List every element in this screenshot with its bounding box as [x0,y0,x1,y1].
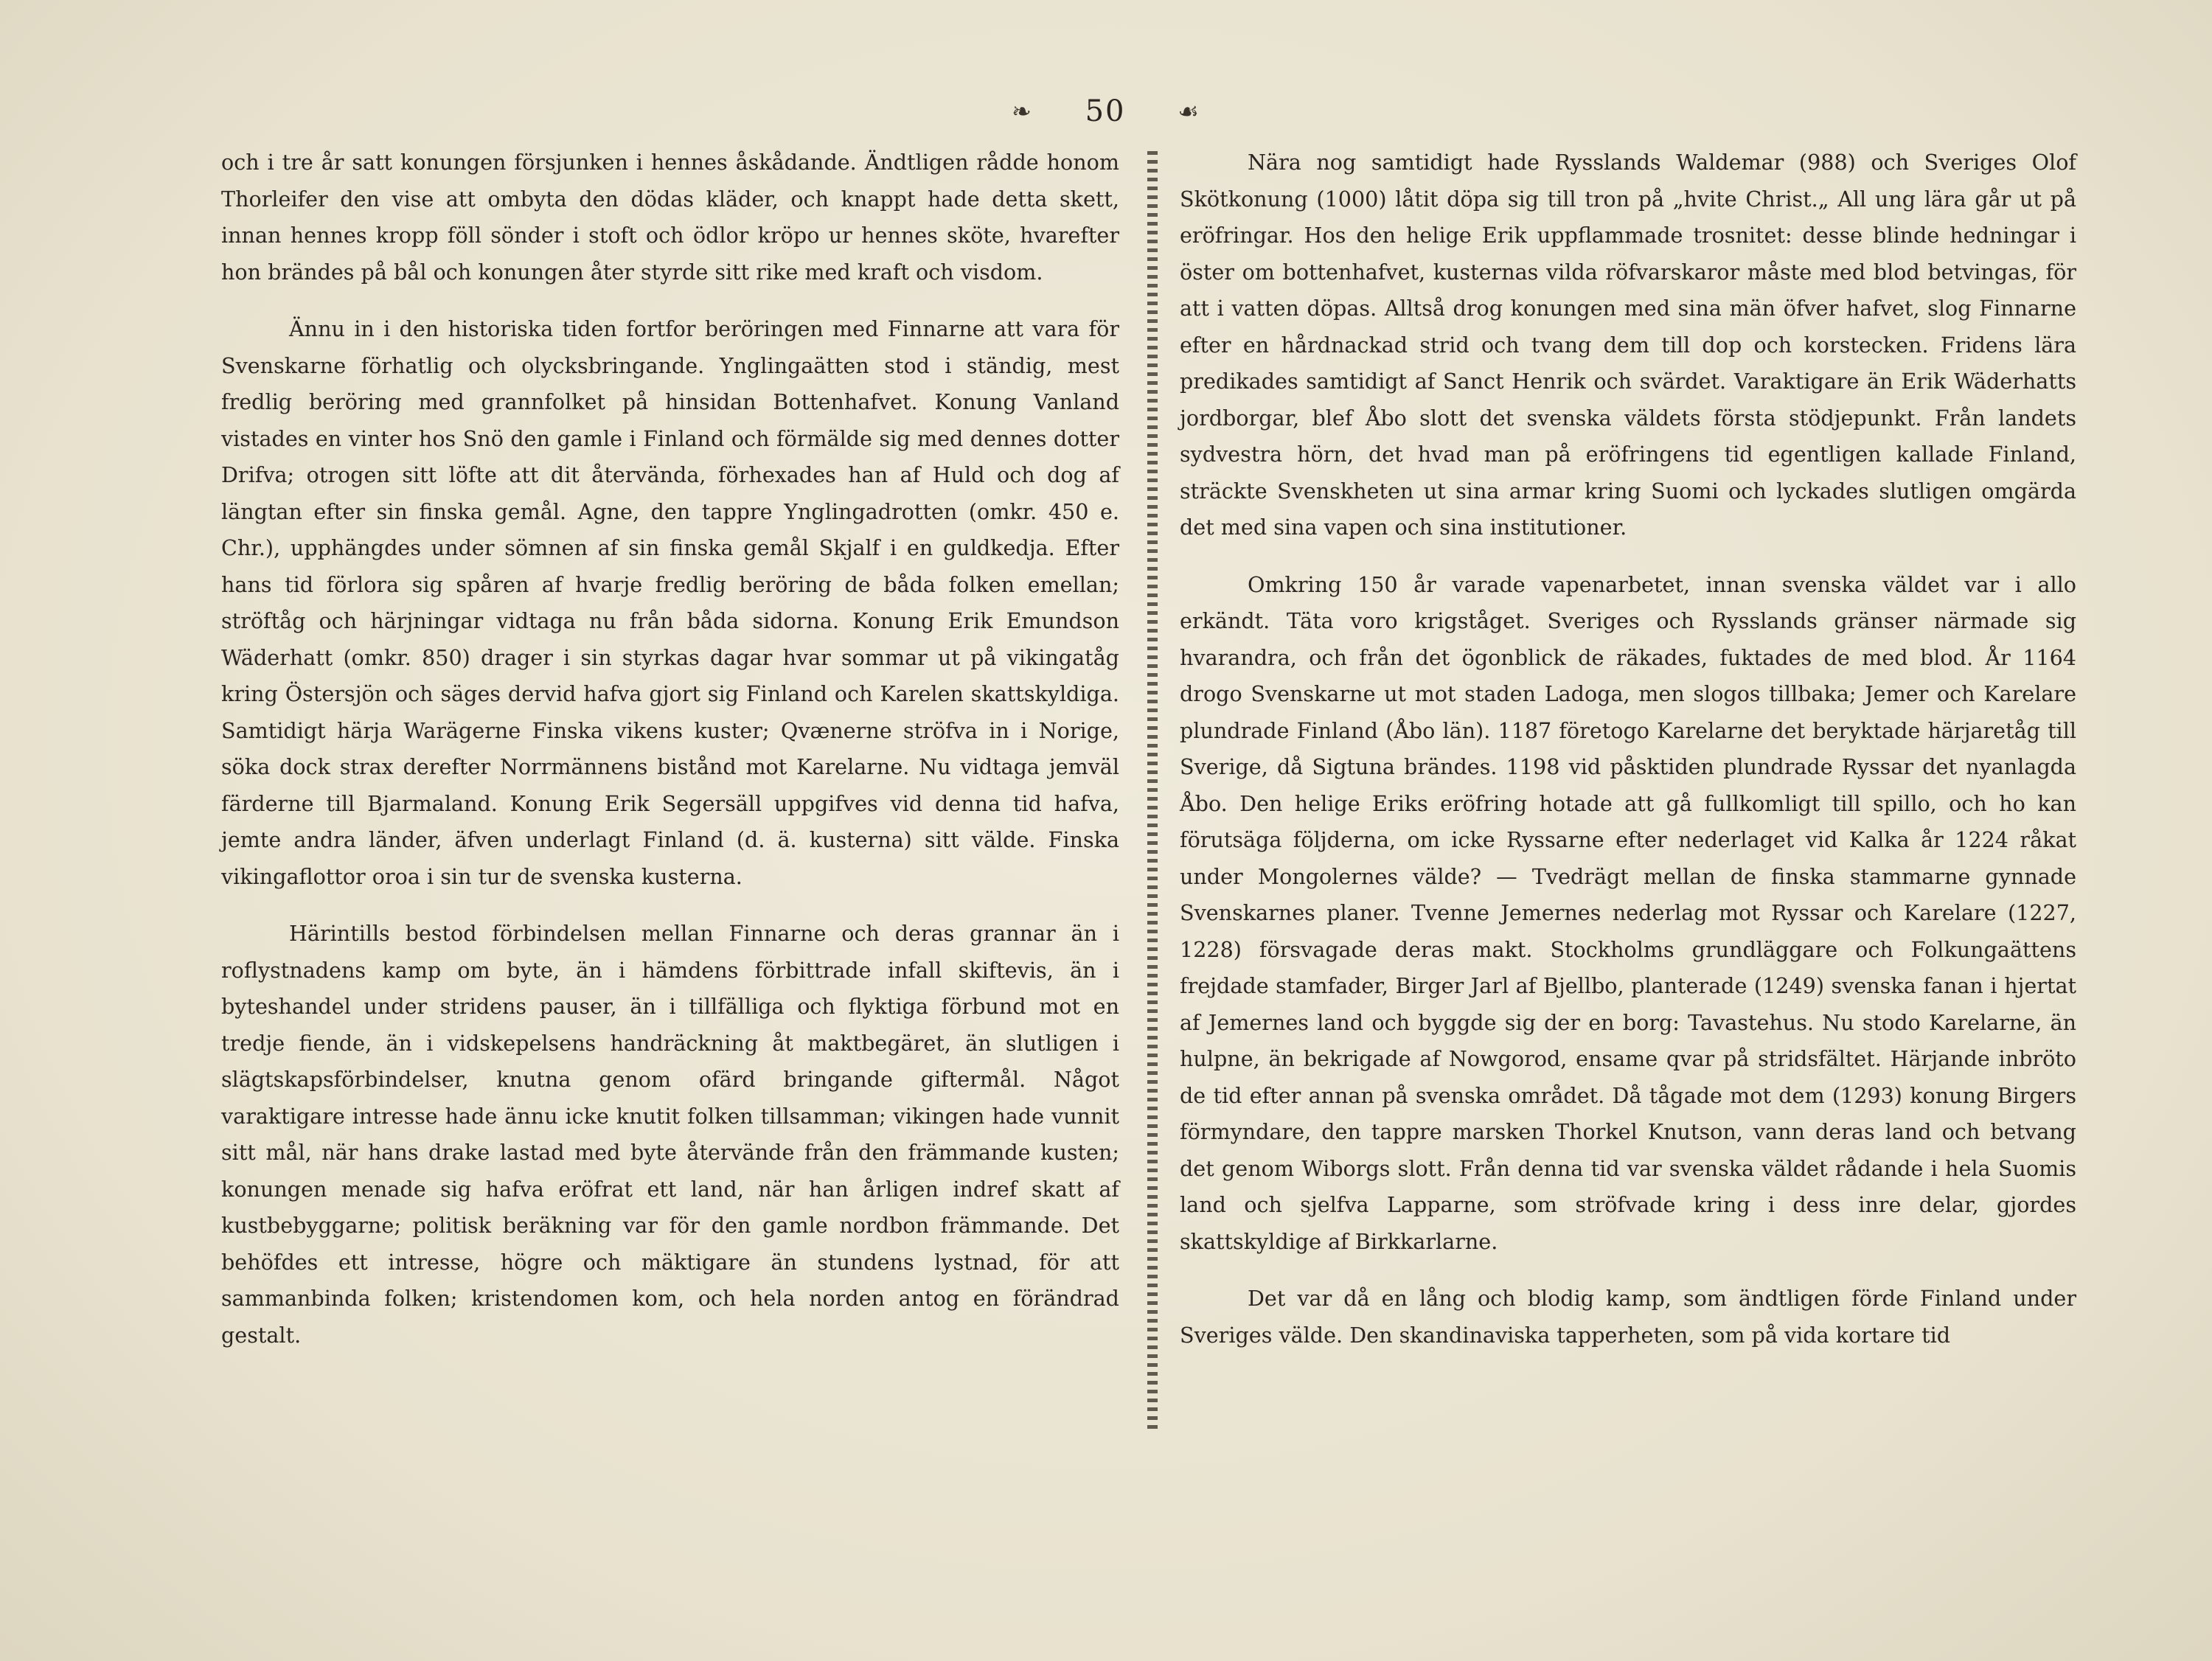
right-ornament-icon: ☙ [1178,97,1200,125]
paragraph: Nära nog samtidigt hade Rysslands Waldemar (988) och Sveriges Olof Skötkonung (1000) låtit döpa sig till tron på „hvite Christ.„ All ung lära går ut på eröfringar. Hos den helige Erik uppflammade trosnitet: desse blinde hedningar i öster om bottenhafvet, kusternas vilda röfvarskaror måste med blod betvingas, för att i vatten döpas. Alltså drog konungen med sina män öfver hafvet, slog Finnarne efter en hårdnackad strid och tvang dem till dop och korstecken. Fridens lära predikades samtidigt af Sanct Henrik och svärdet. Varaktigare än Erik Wäderhatts jordborgar, blef Åbo slott det svenska väldets första stödjepunkt. Från landets sydvestra hörn, det hvad man på eröfringens tid egentligen kallade Finland, sträckte Svenskheten ut sina armar kring Suomi och lyckades slutligen omgärda det med sina vapen och sina institutioner. [1180,150,2076,540]
paragraph: Härintills bestod förbindelsen mellan Finnarne och deras grannar än i roflystnadens kamp om byte, än i hämdens förbittrade infall skiftevis, än i byteshandel under stridens pauser, än i tillfälliga och flyktiga förbund mot en tredje fiende, än i vidskepelsens handräckning åt maktbegäret, än slutligen i slägtskapsförbindelser, knutna genom ofärd bringande giftermål. Något varaktigare intresse hade ännu icke knutit folken tillsamman; vikingen hade vunnit sitt mål, när hans drake lastad med byte återvände från den främmande kusten; konungen menade sig hafva eröfrat ett land, när han årligen indref skatt af kustbebyggarne; politisk beräkning var för den gamle nordbon främmande. Det behöfdes ett intresse, högre och mäktigare än stundens lystnad, för att sammanbinda folken; kristendomen kom, och hela norden antog en förändrad gestalt. [221,921,1119,1348]
paragraph: Omkring 150 år varade vapenarbetet, innan svenska väldet var i allo erkändt. Täta voro krigståget. Sveriges och Rysslands gränser närmade sig hvarandra, och från det ögonblick de räkades, fuktades de med blod. År 1164 drogo Svenskarne ut mot staden Ladoga, men slogos tillbaka; Jemer och Karelare plundrade Finland (Åbo län). 1187 företogo Karelarne det beryktade härjaretåg till Sverige, då Sigtuna brändes. 1198 vid påsktiden plundrade Ryssar det nyanlagda Åbo. Den helige Eriks eröfring hotade att gå fullkomligt till spillo, och ho kan förutsäga följderna, om icke Ryssarne efter nederlaget vid Kalka år 1224 råkat under Mongolernes välde? — Tvedrägt mellan de finska stammarne gynnade Svenskarnes planer. Tvenne Jemernes nederlag mot Ryssar och Karelare (1227, 1228) försvagade deras makt. Stockholms grundläggare och Folkungaättens frejdade stamfader, Birger Jarl af Bjellbo, planterade (1249) svenska fanan i hjertat af Jemernes land och byggde sig der en borg: Tavastehus. Nu stodo Karelarne, än hulpne, än bekrigade af Nowgorod, ensame qvar på stridsfältet. Härjande inbröto de tid efter annan på svenska området. Då tågade mot dem (1293) konung Birgers förmyndare, den tappre marsken Thorkel Knutson, vann deras land och betvang det genom Wiborgs slott. Från denna tid var svenska väldet rådande i hela Suomis land och sjelfva Lapparne, som ströfvade kring i dess inre delar, gjordes skattskyldige af Birkkarlarne. [1180,571,2076,1254]
column-divider [1147,151,1158,1432]
page-number: 50 [1085,94,1126,128]
right-column [1180,144,2076,1354]
paragraph: Det var då en lång och blodig kamp, som ändtligen förde Finland under Sveriges välde. Den skandinaviska tapperheten, som på vida kortare tid [1180,1286,2076,1348]
left-ornament-icon: ❧ [1012,97,1033,125]
left-column [221,144,1119,1354]
paragraph: och i tre år satt konungen försjunken i hennes åskådande. Ändtligen rådde honom Thorleifer den vise att ombyta den dödas kläder, och knappt hade detta skett, innan hennes kropp föll sönder i stoft och ödlor kröpo ur hennes sköte, hvarefter hon brändes på bål och konungen åter styrde sitt rike med kraft och visdom. [221,150,1119,285]
paragraph: Ännu in i den historiska tiden fortfor beröringen med Finnarne att vara för Svenskarne förhatlig och olycksbringande. Ynglingaätten stod i ständig, mest fredlig beröring med grannfolket på hinsidan Bottenhafvet. Konung Vanland vistades en vinter hos Snö den gamle i Finland och förmälde sig med dennes dotter Drifva; otrogen sitt löfte att dit återvända, förhexades han af Huld och dog af längtan efter sin finska gemål. Agne, den tappre Ynglingadrotten (omkr. 450 e. Chr.), upphängdes under sömnen af sin finska gemål Skjalf i en guldkedja. Efter hans tid förlora sig spåren af hvarje fredlig beröring de båda folken emellan; ströftåg och härjningar vidtaga nu från båda sidorna. Konung Erik Emundson Wäderhatt (omkr. 850) drager i sin styrkas dagar hvar sommar ut på vikingatåg kring Östersjön och säges dervid hafva gjort sig Finland och Karelen skattskyldiga. Samtidigt härja Warägerne Finska vikens kuster; Qvænerne ströfva in i Norige, söka dock strax derefter Norrmännens bistånd mot Karelarne. Nu vidtaga jemväl färderne till Bjarmaland. Konung Erik Segersäll uppgifves vid denna tid hafva, jemte andra länder, äfven underlagt Finland (d. ä. kusterna) sitt välde. Finska vikingaflottor oroa i sin tur de svenska kusterna. [221,316,1119,889]
page-header [0,87,2212,131]
